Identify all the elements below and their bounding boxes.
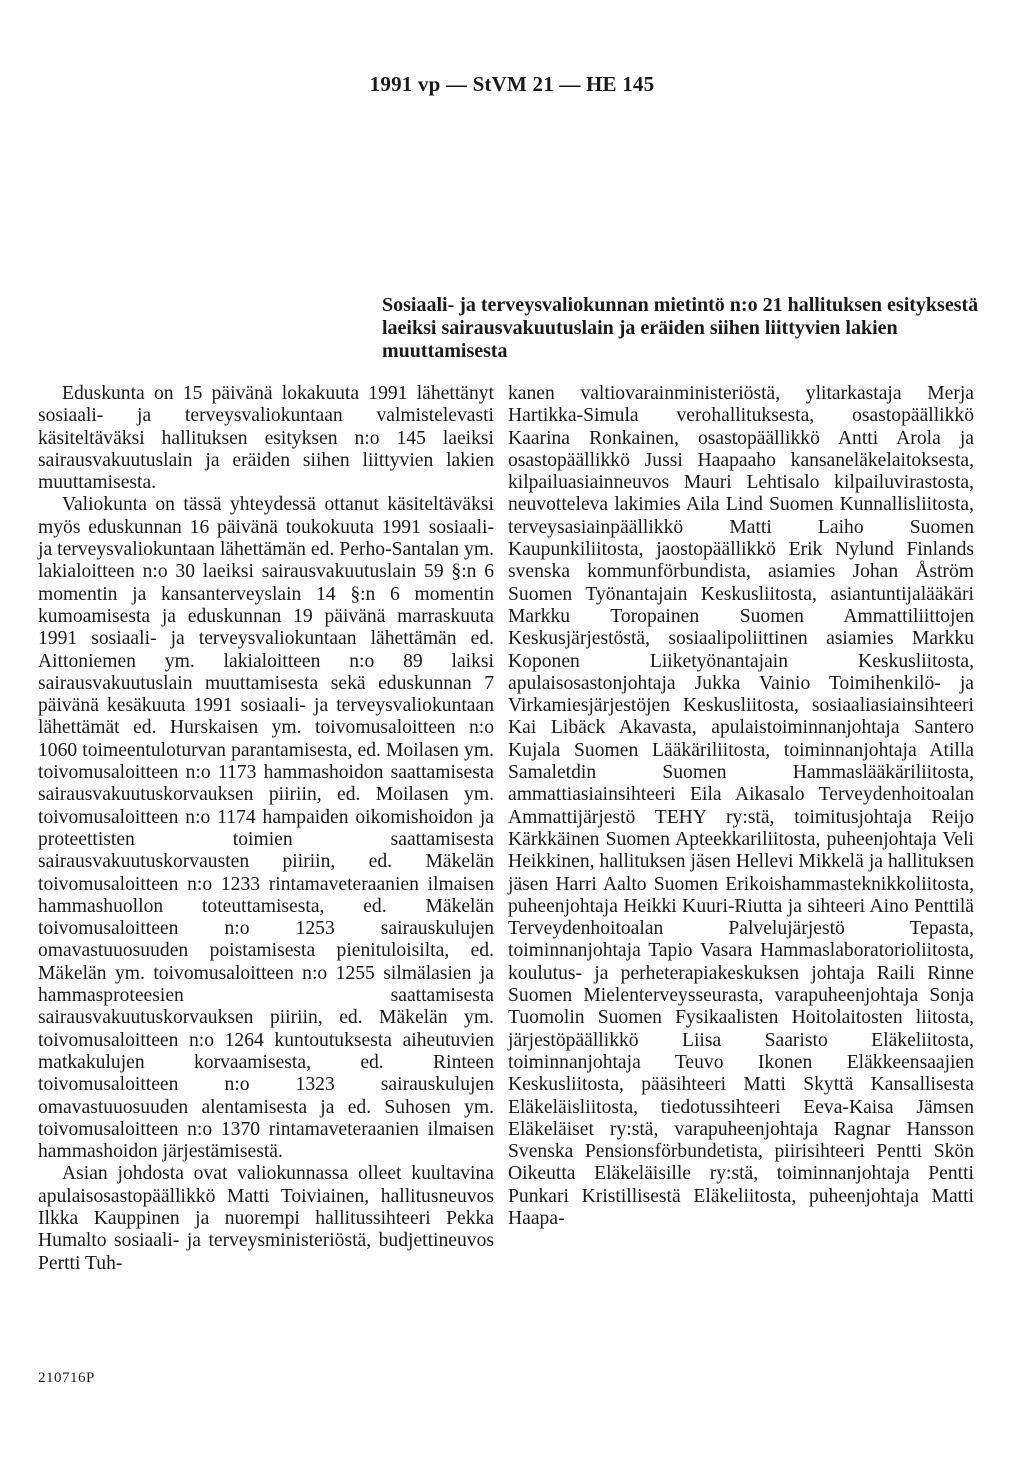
right-column [508, 383, 974, 1230]
print-code: 210716P [38, 1370, 95, 1386]
document-title: Sosiaali- ja terveysvaliokunnan mietintö n:o 21 hallituksen esityksestä laeiksi sairausvakuutuslain ja eräiden siihen liittyvien lakien muuttamisesta [382, 294, 979, 362]
left-paragraph-3: Asian johdosta ovat valiokunnassa olleet kuultavina apulaisosastopäällikkö Matti Toiviainen, hallitusneuvos Ilkka Kauppinen ja nuorempi hallitussihteeri Pekka Humalto sosiaali- ja terveysministeriöstä, budjettineuvos Pertti Tuh- [38, 1163, 494, 1274]
page-header: 1991 vp — StVM 21 — HE 145 [369, 72, 655, 96]
left-paragraph-2: Valiokunta on tässä yhteydessä ottanut käsiteltäväksi myös eduskunnan 16 päivänä toukokuuta 1991 sosiaali- ja terveysvaliokuntaan lähettämän ed. Perho-Santalan ym. lakialoitteen n:o 30 laeiksi sairausvakuutuslain 59 §:n 6 momentin ja kansanterveyslain 14 §:n 6 momentin kumoamisesta ja eduskunnan 19 päivänä marraskuuta 1991 sosiaali- ja terveysvaliokuntaan lähettämän ed. Aittoniemen ym. lakialoitteen n:o 89 laiksi sairausvakuutuslain muuttamisesta sekä eduskunnan 7 päivänä kesäkuuta 1991 sosiaali- ja terveysvaliokuntaan lähettämät ed. Hurskaisen ym. toivomusaloitteen n:o 1060 toimeentuloturvan parantamisesta, ed. Moilasen ym. toivomusaloitteen n:o 1173 hammashoidon saattamisesta sairausvakuutuskorvauksen piiriin, ed. Moilasen ym. toivomusaloitteen n:o 1174 hampaiden oikomishoidon ja proteettisten toimien saattamisesta sairausvakuutuskorvausten piiriin, ed. Mäkelän toivomusaloitteen n:o 1233 rintamaveteraanien ilmaisen hammashuollon toteuttamisesta, ed. Mäkelän toivomusaloitteen n:o 1253 sairauskulujen omavastuuosuuden poistamisesta pienituloisilta, ed. Mäkelän ym. toivomusaloitteen n:o 1255 silmälasien ja hammasproteesien saattamisesta sairausvakuutuskorvauksen piiriin, ed. Mäkelän ym. toivomusaloitteen n:o 1264 kuntoutuksesta aiheutuvien matkakulujen korvaamisesta, ed. Rinteen toivomusaloitteen n:o 1323 sairauskulujen omavastuuosuuden alentamisesta ja ed. Suhosen ym. toivomusaloitteen n:o 1370 rintamaveteraanien ilmaisen hammashoidon järjestämisestä. [38, 494, 494, 1163]
left-column [38, 383, 494, 1275]
right-paragraph-1: kanen valtiovarainministeriöstä, ylitarkastaja Merja Hartikka-Simula verohallituksesta, osastopäällikkö Kaarina Ronkainen, osastopäällikkö Antti Arola ja osastopäällikkö Jussi Haapaaho kansaneläkelaitoksesta, kilpailuasiainneuvos Mauri Lehtisalo kilpailuvirastosta, neuvotteleva lakimies Aila Lind Suomen Kunnallisliitosta, terveysasiainpäällikkö Matti Laiho Suomen Kaupunkiliitosta, jaostopäällikkö Erik Nylund Finlands svenska kommunförbundista, asiamies Johan Åström Suomen Työnantajain Keskusliitosta, asiantuntijalääkäri Markku Toropainen Suomen Ammattiliittojen Keskusjärjestöstä, sosiaalipoliittinen asiamies Markku Koponen Liiketyönantajain Keskusliitosta, apulaisosastonjohtaja Jukka Vainio Toimihenkilö- ja Virkamiesjärjestöjen Keskusliitosta, sosiaaliasiainsihteeri Kai Libäck Akavasta, apulaistoiminnanjohtaja Santero Kujala Suomen Lääkäriliitosta, toiminnanjohtaja Atilla Samaletdin Suomen Hammaslääkäriliitosta, ammattiasiainsihteeri Eila Aikasalo Terveydenhoitoalan Ammattijärjestö TEHY ry:stä, toimitusjohtaja Reijo Kärkkäinen Suomen Apteekkariliitosta, puheenjohtaja Veli Heikkinen, hallituksen jäsen Hellevi Mikkelä ja hallituksen jäsen Harri Aalto Suomen Erikoishammasteknikkoliitosta, puheenjohtaja Heikki Kuuri-Riutta ja sihteeri Aino Penttilä Terveydenhoitoalan Palvelujärjestö Tepasta, toiminnanjohtaja Tapio Vasara Hammaslaboratorioliitosta, koulutus- ja perheterapiakeskuksen johtaja Raili Rinne Suomen Mielenterveysseurasta, varapuheenjohtaja Sonja Tuomolin Suomen Fysikaalisten Hoitolaitosten liitosta, järjestöpäällikkö Liisa Saaristo Eläkeliitosta, toiminnanjohtaja Teuvo Ikonen Eläkkeensaajien Keskusliitosta, pääsihteeri Matti Skyttä Kansallisesta Eläkeläisliitosta, tiedotussihteeri Eeva-Kaisa Jämsen Eläkeläiset ry:stä, varapuheenjohtaja Ragnar Hansson Svenska Pensionsförbundetista, piirisihteeri Pentti Skön Oikeutta Eläkeläisille ry:stä, toiminnanjohtaja Pentti Punkari Kristillisestä Eläkeliitosta, puheenjohtaja Matti Haapa- [508, 383, 974, 1229]
left-paragraph-1: Eduskunta on 15 päivänä lokakuuta 1991 lähettänyt sosiaali- ja terveysvaliokuntaan valmistelevasti käsiteltäväksi hallituksen esityksen n:o 145 laeiksi sairausvakuutuslain ja eräiden siihen liittyvien lakien muuttamisesta. [38, 383, 494, 494]
